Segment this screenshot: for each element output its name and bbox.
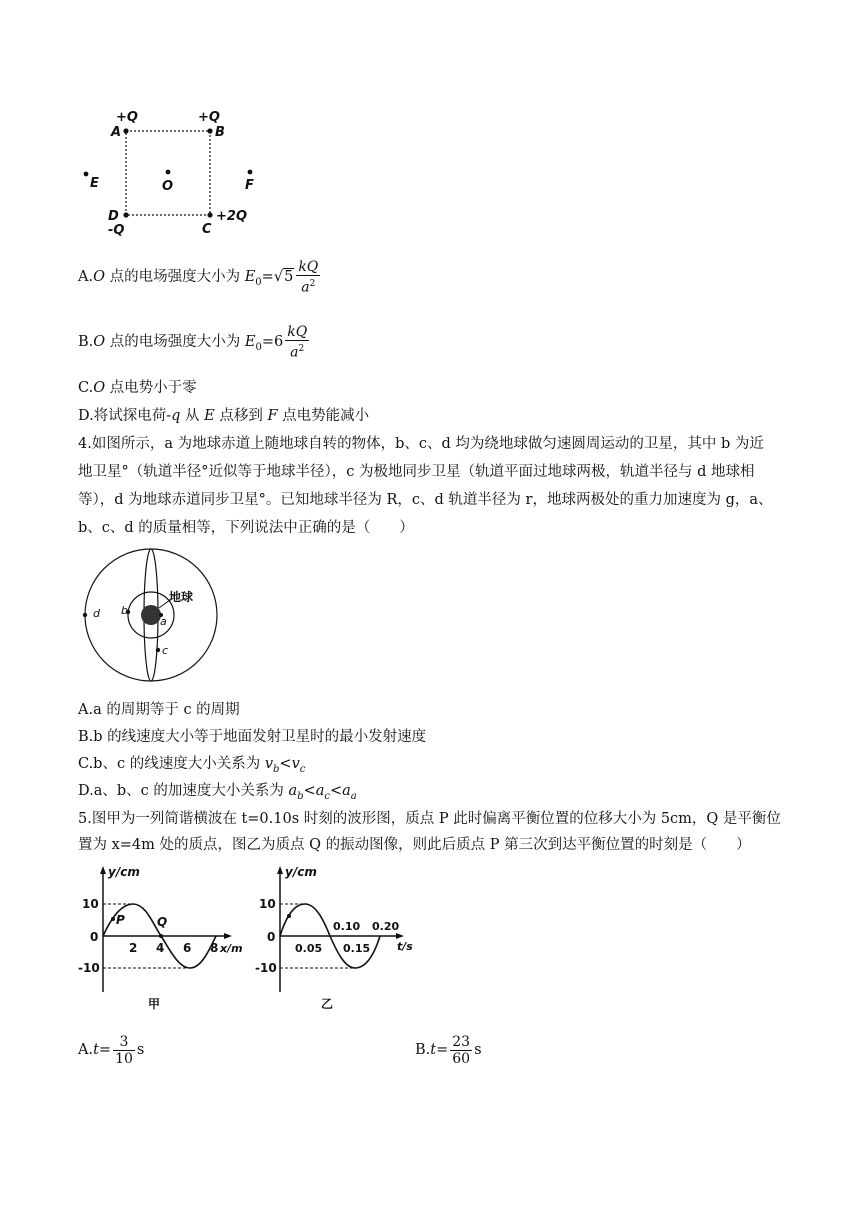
x-tick-2: 2 xyxy=(129,941,138,955)
q5-stem-line-1: 5.图甲为一列简谐横波在 t=0.10s 时刻的波形图，质点 P 此时偏离平衡位置的位移大小为 5cm，Q 是平衡位 xyxy=(78,811,781,827)
caption-yi: 乙 xyxy=(321,997,334,1011)
label-F: F xyxy=(245,178,254,193)
point-P xyxy=(111,917,115,921)
point-E xyxy=(84,172,89,177)
label-b: b xyxy=(121,604,128,617)
q4-option-b: B.b 的线速度大小等于地面发射卫星时的最小发射速度 xyxy=(78,729,427,745)
point-B xyxy=(207,128,212,133)
y-tick-10: 10 xyxy=(82,897,99,911)
x-tick-6: 6 xyxy=(183,941,192,955)
q3-option-d: D.将试探电荷-q 从 E 点移到 F 点电势能减小 xyxy=(78,408,370,424)
point-D xyxy=(123,212,128,217)
q3-option-a: A.O 点的电场强度大小为 $E_0=√5$ $\frac{kQ}{a^2}$ xyxy=(78,255,322,305)
earth-orbit-figure xyxy=(80,548,230,688)
t-tick-0.10: 0.10 xyxy=(333,920,361,933)
fraction-kq-a2: $\frac{kQ}{a^2}$ xyxy=(287,323,308,361)
fraction-kq-a2: $\frac{kQ}{a^2}$ xyxy=(298,258,319,296)
point-Q xyxy=(159,934,163,938)
point-c xyxy=(156,648,160,652)
label-P: P xyxy=(116,913,125,927)
y-axis-label: y/cm xyxy=(285,865,317,879)
fraction-3-10: $\frac{3}{10}$ xyxy=(115,1033,133,1067)
point-d xyxy=(83,613,87,617)
y-tick-neg10: -10 xyxy=(78,961,100,975)
y-tick-0: 0 xyxy=(267,930,276,944)
x-tick-8: 8 xyxy=(210,941,219,955)
label-O: O xyxy=(162,179,174,194)
y-tick-neg10: -10 xyxy=(255,961,277,975)
vibration-figure-yi xyxy=(255,864,425,1014)
q4-stem-line-1: 4.如图所示，a 为地球赤道上随地球自转的物体，b、c、d 均为绕地球做匀速圆周运动的卫星，其中 b 为近 xyxy=(78,436,764,452)
point-start xyxy=(287,914,291,918)
label-D: D xyxy=(108,209,119,224)
q4-option-c: C.b、c 的线速度大小关系为 $v_b<v_c$ xyxy=(78,756,306,775)
q3-option-c: C.O 点电势小于零 xyxy=(78,380,197,396)
sqrt-symbol: √5 xyxy=(273,269,294,285)
charge-D-label: -Q xyxy=(108,223,125,238)
label-A: A xyxy=(111,125,122,140)
point-F xyxy=(248,170,253,175)
t-tick-0.20: 0.20 xyxy=(372,920,400,933)
q5-option-b: B.t= $\frac{23}{60}$ s xyxy=(415,1033,482,1067)
label-d: d xyxy=(93,607,100,620)
label-B: B xyxy=(215,125,225,140)
q4-option-a: A.a 的周期等于 c 的周期 xyxy=(78,702,240,718)
earth-label: 地球 xyxy=(169,590,194,604)
x-axis-label: t/s xyxy=(397,940,413,953)
x-axis-arrow xyxy=(396,933,404,939)
wave-figure-jia xyxy=(78,864,253,1014)
point-A xyxy=(123,128,128,133)
q5-stem-line-2: 置为 x=4m 处的质点，图乙为质点 Q 的振动图像，则此后质点 P 第三次到达平衡位置的时刻是（ ） xyxy=(78,837,751,853)
label-c: c xyxy=(162,644,169,657)
charge-B-label: +Q xyxy=(198,110,220,125)
q4-stem-line-2: 地卫星°（轨道半径°近似等于地球半径），c 为极地同步卫星（轨道平面过地球两极，轨道半径与 d 地球相 xyxy=(78,464,755,480)
y-axis-label: y/cm xyxy=(108,865,140,879)
t-tick-0.15: 0.15 xyxy=(343,942,371,955)
label-a: a xyxy=(160,615,167,628)
q3-option-b: B.O 点的电场强度大小为 $E_0=6$ $\frac{kQ}{a^2}$ xyxy=(78,323,308,361)
label-E: E xyxy=(90,176,99,191)
charge-C-label: +2Q xyxy=(216,209,247,224)
y-axis-arrow xyxy=(100,866,106,874)
square-charges-figure xyxy=(80,105,270,245)
charge-A-label: +Q xyxy=(116,110,138,125)
x-axis-label: x/m xyxy=(220,942,243,955)
x-tick-4: 4 xyxy=(156,941,165,955)
earth-icon xyxy=(141,605,161,625)
point-O xyxy=(166,170,171,175)
q5-option-a: A.t= $\frac{3}{10}$ s xyxy=(78,1033,145,1067)
x-axis-arrow xyxy=(224,933,232,939)
point-C xyxy=(207,212,212,217)
q4-option-d: D.a、b、c 的加速度大小关系为 $a_b<a_c<a_a$ xyxy=(78,783,357,802)
t-tick-0.05: 0.05 xyxy=(295,942,323,955)
y-tick-0: 0 xyxy=(90,930,99,944)
label-C: C xyxy=(202,222,212,237)
caption-jia: 甲 xyxy=(148,997,161,1011)
fraction-23-60: $\frac{23}{60}$ xyxy=(452,1033,471,1067)
q4-stem-line-3: 等），d 为地球赤道同步卫星°。已知地球半径为 R，c、d 轨道半径为 r，地球两极处的重力加速度为 g，a、 xyxy=(78,492,773,508)
q4-stem-line-4: b、c、d 的质量相等，下列说法中正确的是（ ） xyxy=(78,520,414,536)
y-axis-arrow xyxy=(277,866,283,874)
y-tick-10: 10 xyxy=(259,897,276,911)
label-Q: Q xyxy=(157,915,168,929)
